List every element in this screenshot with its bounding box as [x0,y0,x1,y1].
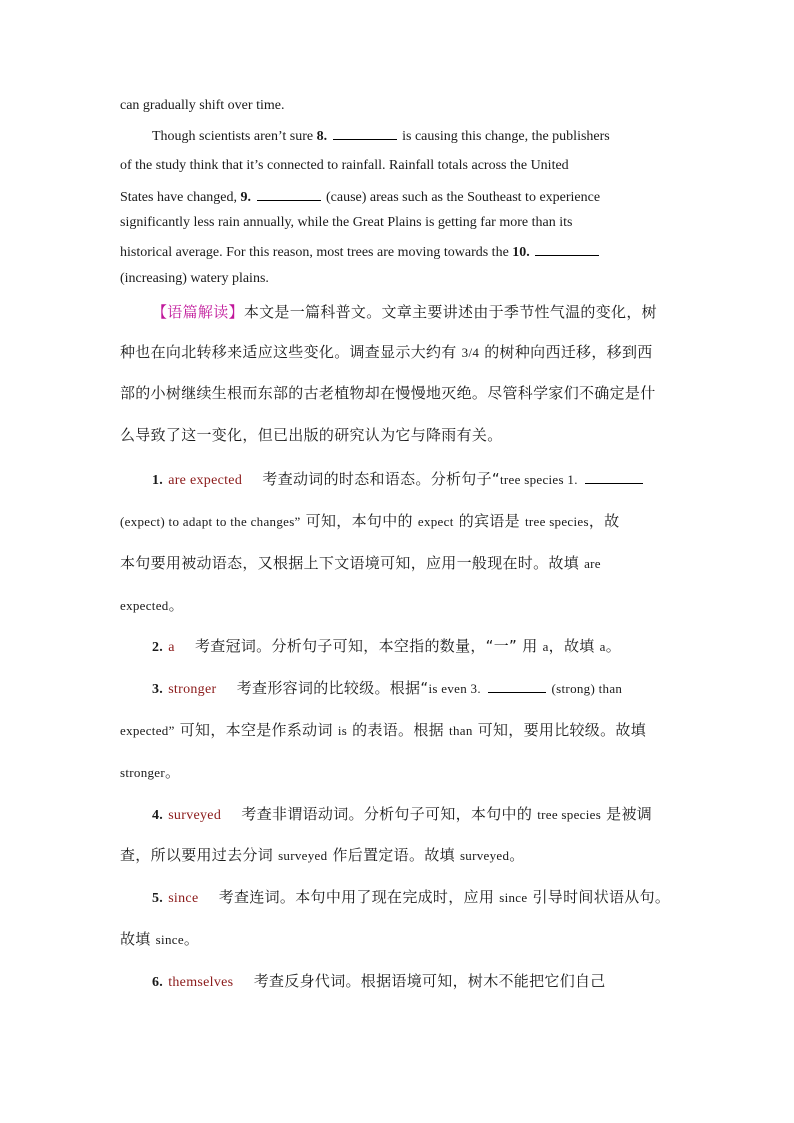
passage-line [152,127,673,145]
explanation-text: 的宾语是 [453,512,525,530]
explanation-word: expect [417,514,454,529]
explanation-text: 考查非谓语动词。分析句子可知，本句中的 [241,805,538,823]
reading-text: 种也在向北转移来适应这些变化。调查显示大约有 [120,343,462,361]
explanation-word: a [542,639,549,654]
explanation-text: 考查反身代词。根据语境可知，树木不能把它们自己 [253,972,606,990]
answer-key: a [168,640,175,655]
passage-line [120,243,673,261]
explanation-text: 查，所以要用过去分词 [120,846,279,864]
explanation-text: 。 [168,596,184,614]
explanation-text: 。 [605,637,622,655]
answer-line [120,804,673,826]
reading-text: 么导致了这一变化，但已出版的研究认为它与降雨有关。 [120,426,503,444]
answer-number: 2. [152,640,164,655]
explanation-word: tree species [524,514,589,529]
passage-text: States have changed, [120,190,241,205]
passage-text: significantly less rain annually, while the Great Plains is getting far more than its [120,215,573,230]
explanation-word: is [337,723,348,738]
answer-key: stronger [168,682,217,697]
explanation-word: than [449,723,473,738]
explanation-en: tree species 1. [499,472,578,487]
passage-text: (increasing) watery plains. [120,271,269,286]
answer-line [120,845,673,866]
explanation-text: 。 [165,763,181,781]
answer-line [120,887,673,909]
explanation-text: 可知，本空是作系动词 [174,721,338,739]
explanation-text: 作后置定语。故填 [327,846,460,864]
question-number: 8. [316,129,328,144]
answer-blank [488,680,546,693]
explanation-text: 考查形容词的比较级。根据“ [236,679,429,697]
explanation-text: 考查连词。本句中用了现在完成时，应用 [218,888,500,906]
answer-line [120,678,673,700]
answer-key: since [168,891,199,906]
passage-line [120,98,673,114]
answer-line [120,553,673,574]
reading-text: 本文是一篇科普文。文章主要讲述由于季节性气温的变化，树 [243,303,657,321]
reading-line [120,342,673,363]
answer-line [120,636,673,658]
explanation-text: 的表语。根据 [347,721,450,739]
passage-text: can gradually shift over time. [120,98,285,113]
answer-number: 4. [152,808,164,823]
answer-key: surveyed [168,808,222,823]
answer-blank[interactable] [257,188,321,201]
reading-line [120,383,673,403]
explanation-word: since [499,890,528,905]
answer-key: themselves [168,975,234,990]
question-number: 9. [240,190,252,205]
passage-text: Though scientists aren’t sure [152,129,317,144]
answer-line [120,762,673,783]
reading-fraction: 3/4 [461,345,480,360]
explanation-text: 可知，本句中的 [300,512,418,530]
explanation-en: (expect) to adapt to the changes” [120,514,301,529]
answer-blank[interactable] [333,127,397,140]
explanation-text: 考查动词的时态和语态。分析句子“ [262,470,500,488]
explanation-word: expected [120,598,169,613]
explanation-word: since [155,932,184,947]
explanation-text: 考查冠词。分析句子可知，本空指的数量，“一” 用 [194,637,543,655]
explanation-word: tree species [537,807,602,822]
answer-line [120,720,673,741]
explanation-en: (strong) than [547,681,623,696]
answer-number: 6. [152,975,164,990]
explanation-text: 可知，要用比较级。故填 [472,721,646,739]
explanation-word: surveyed [278,848,328,863]
explanation-text: 本句要用被动语态，又根据上下文语境可知，应用一般现在时。故填 [120,554,585,572]
passage-text: (cause) areas such as the Southeast to experience [322,190,601,205]
answer-number: 5. [152,891,164,906]
answer-line [120,469,673,491]
answer-line [120,511,673,532]
passage-text: of the study think that it’s connected to rainfall. Rainfall totals across the United [120,158,569,173]
passage-line [120,188,673,206]
explanation-text: 。 [183,930,200,948]
answer-key: are expected [168,473,243,488]
explanation-en: expected” [120,723,175,738]
explanation-word: stronger [120,765,165,780]
explanation-text: 。 [509,846,525,864]
explanation-word: surveyed [459,848,510,863]
answer-blank [585,471,643,484]
question-number: 10. [512,245,530,260]
passage-line [120,271,673,287]
explanation-word: are [584,556,601,571]
explanation-text: ，故 [588,512,620,530]
answer-number: 1. [152,473,164,488]
answer-blank[interactable] [535,243,599,256]
reading-line [120,302,673,322]
explanation-text: 是被调 [601,805,653,823]
explanation-en: is even 3. [428,681,481,696]
explanation-text: ，故填 [548,637,600,655]
passage-line [120,158,673,174]
answer-line [120,595,673,616]
reading-tag: 【语篇解读】 [152,303,244,321]
reading-text: 的树种向西迁移，移到西 [479,343,653,361]
answer-line [120,971,673,993]
explanation-text: 引导时间状语从句。 [527,888,671,906]
passage-text: is causing this change, the publishers [398,129,610,144]
passage-text: historical average. For this reason, most trees are moving towards the [120,245,513,260]
explanation-word: a [599,639,606,654]
answer-line [120,929,673,950]
reading-line [120,425,673,445]
answer-number: 3. [152,682,164,697]
reading-text: 部的小树继续生根而东部的古老植物却在慢慢地灭绝。尽管科学家们不确定是什 [120,384,656,402]
explanation-text: 故填 [120,930,156,948]
passage-line [120,215,673,231]
